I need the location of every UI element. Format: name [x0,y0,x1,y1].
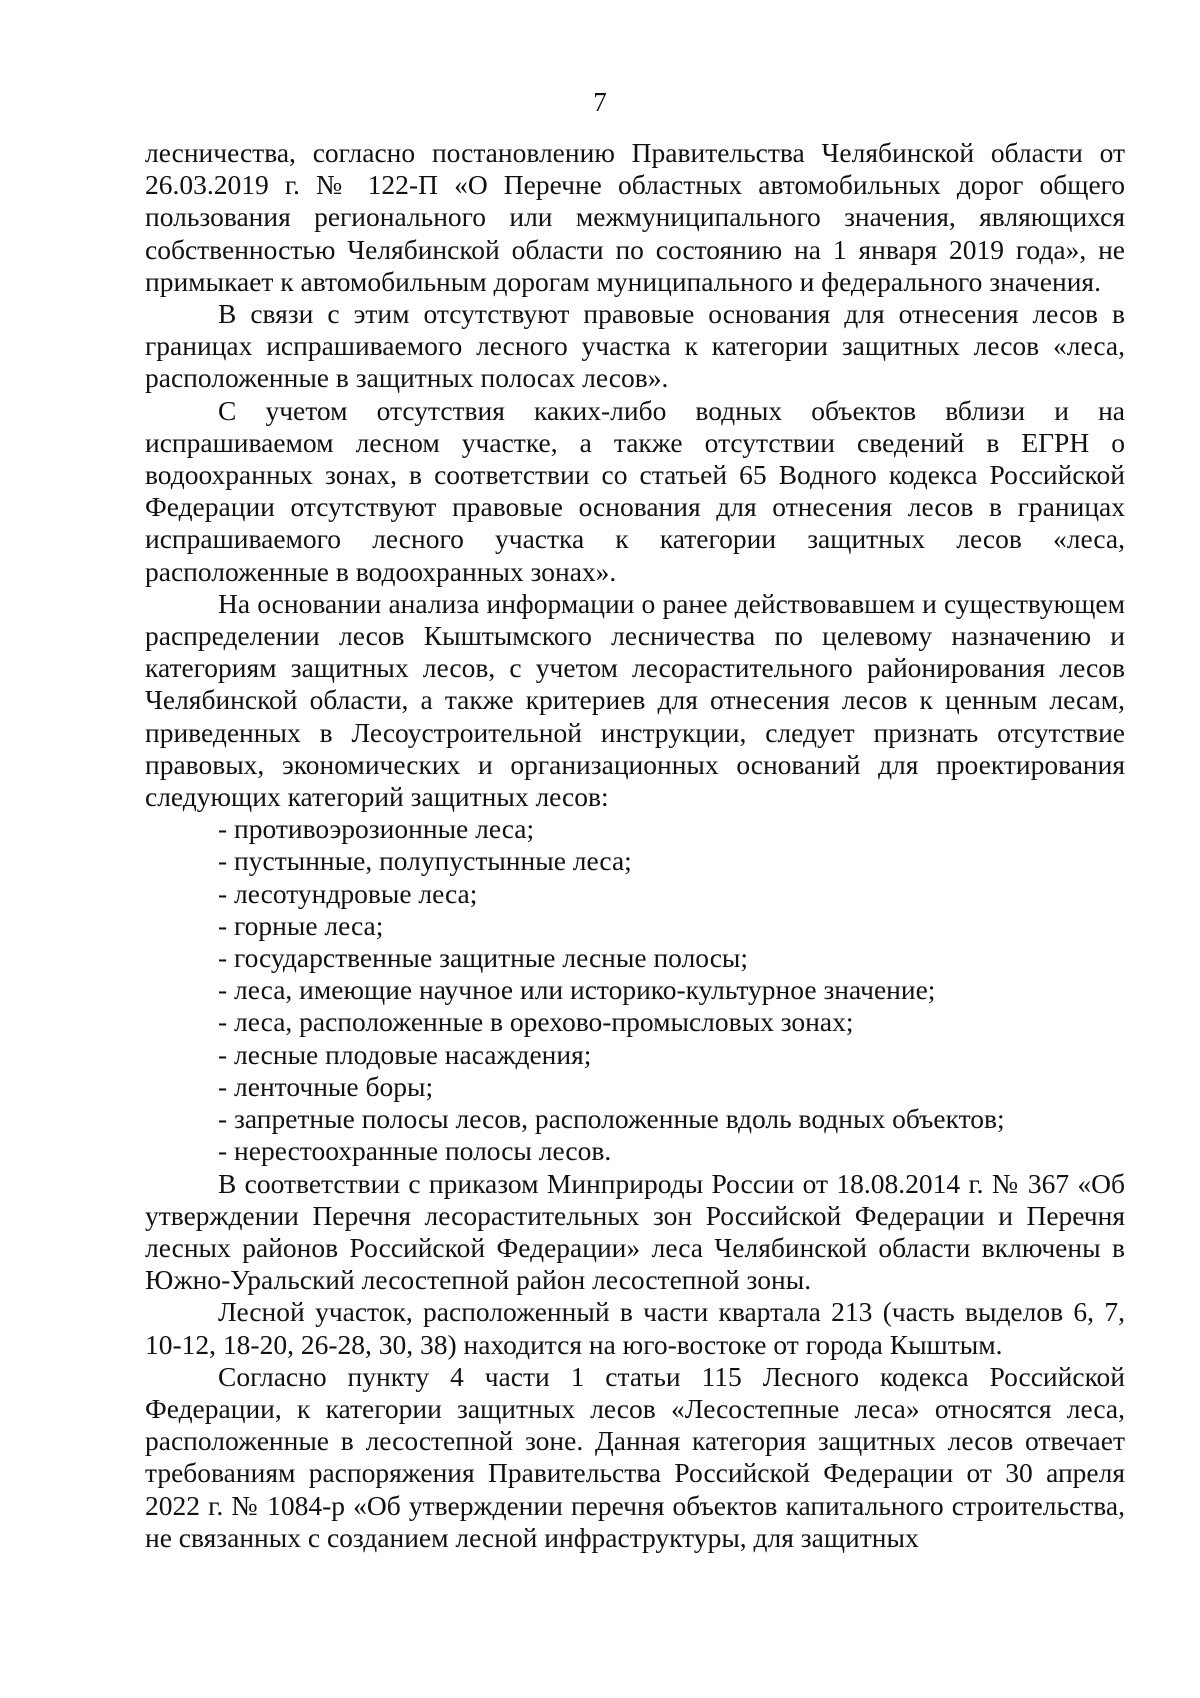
paragraph: Лесной участок, расположенный в части квартала 213 (часть выделов 6, 7, 10-12, 18-20, 26-28, 30, 38) находится на юго-востоке от города Кыштым. [145,1296,1125,1360]
list-item: - противоэрозионные леса; [218,813,535,845]
paragraph: В соответствии с приказом Минприроды России от 18.08.2014 г. № 367 «Об утверждении Перечня лесорастительных зон Российской Федерации и Перечня лесных районов Российской Федерации» леса Челябинской области включены в Южно-Уральский лесостепной район лесостепной зоны. [145,1167,1125,1296]
paragraph: Согласно пункту 4 части 1 статьи 115 Лесного кодекса Российской Федерации, к категории защитных лесов «Лесостепные леса» относятся леса, расположенные в лесостепной зоне. Данная категория защитных лесов отвечает требованиям распоряжения Правительства Российской Федерации от 30 апреля 2022 г. № 1084-р «Об утверждении перечня объектов капитального строительства, не связанных с созданием лесной инфраструктуры, для защитных [145,1360,1125,1553]
paragraph: В связи с этим отсутствуют правовые основания для отнесения лесов в границах испрашиваемого лесного участка к категории защитных лесов «леса, расположенные в защитных полосах лесов». [145,298,1125,394]
paragraph: лесничества, согласно постановлению Правительства Челябинской области от 26.03.2019 г. № 122-П «О Перечне областных автомобильных дорог общего пользования регионального или межмуниципального значения, являющихся собственностью Челябинской области по состоянию на 1 января 2019 года», не примыкает к автомобильным дорогам муниципального и федерального значения. [145,137,1125,297]
list-item: - государственные защитные лесные полосы; [218,942,749,974]
paragraph: С учетом отсутствия каких-либо водных объектов вблизи и на испрашиваемом лесном участке, а также отсутствии сведений в ЕГРН о водоохранных зонах, в соответствии со статьей 65 Водного кодекса Российской Федерации отсутствуют правовые основания для отнесения лесов в границах испрашиваемого лесного участка к категории защитных лесов «леса, расположенные в водоохранных зонах». [145,394,1125,587]
list-item: - лесные плодовые насаждения; [218,1038,592,1070]
document-body [145,137,1125,1554]
paragraph: На основании анализа информации о ранее действовавшем и существующем распределении лесов Кыштымского лесничества по целевому назначению и категориям защитных лесов, с учетом лесорастительного районирования лесов Челябинской области, а также критериев для отнесения лесов к ценным лесам, приведенных в Лесоустроительной инструкции, следует признать отсутствие правовых, экономических и организационных оснований для проектирования следующих категорий защитных лесов: [145,587,1125,813]
category-list [145,813,1125,1167]
list-item: - нерестоохранные полосы лесов. [218,1135,612,1167]
list-item: - леса, расположенные в орехово-промысловых зонах; [218,1006,854,1038]
list-item: - горные леса; [218,909,384,941]
page-number: 7 [593,87,607,117]
list-item: - ленточные боры; [218,1070,434,1102]
list-item: - лесотундровые леса; [218,877,478,909]
list-item: - леса, имеющие научное или историко-культурное значение; [218,974,936,1006]
list-item: - пустынные, полупустынные леса; [218,845,632,877]
list-item: - запретные полосы лесов, расположенные вдоль водных объектов; [218,1103,1005,1135]
